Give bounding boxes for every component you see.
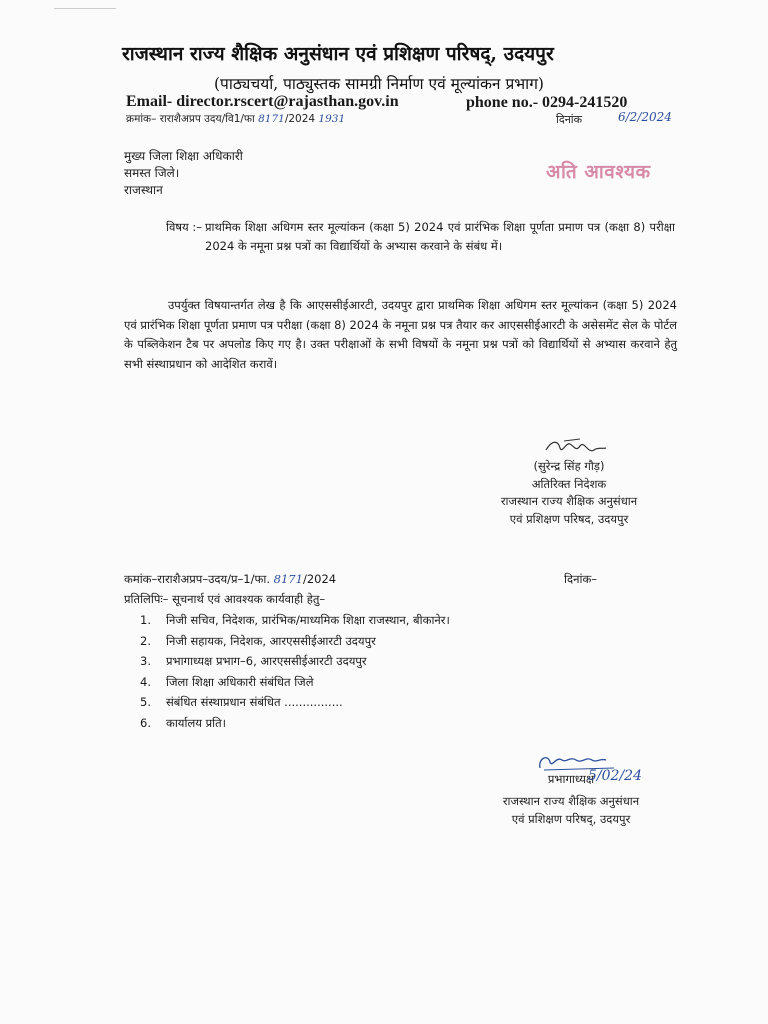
copy-reference-year: /2024 [302, 572, 337, 586]
list-item: 5. संबंधित संस्थाप्रधान संबंधित ................ [140, 695, 343, 709]
subject-label: विषय :– [166, 220, 202, 234]
signatory-org-line-1: राजस्थान राज्य शैक्षिक अनुसंधान [500, 494, 638, 508]
division-head-org-line-2: एवं प्रशिक्षण परिषद्, उदयपुर [511, 812, 631, 826]
letter-body: उपर्युक्त विषयान्तर्गत लेख है कि आएससीईआरटी, उदयपुर द्वारा प्राथमिक शिक्षा अधिगम स्तर मूल्यांकन (कक्षा 5) 2024 एवं प्रारंभिक शिक्षा पूर्णता प्रमाण पत्र परीक्षा (कक्षा 8) 2024 के नमूना प्रश्न पत्र तैयार कर आएससीईआरटी के असेसमेंट सेल के पोर्टल के पब्लिकेशन टैब पर अपलोड किए गए है। उक्त परीक्षाओं के सभी विषयों के नमूना प्रश्न पत्रों को विद्यार्थियों से अभ्यास करवाने हेतु सभी संस्थाप्रधान को आदेशित करावें। [124, 298, 677, 371]
reference-number [126, 112, 345, 126]
copy-intro: प्रतिलिपिः– सूचनार्थ एवं आवश्यक कार्यवाही हेतु– [124, 592, 326, 606]
letterhead-email: Email- director.rscert@rajasthan.gov.in [126, 93, 399, 110]
recipient-line-2: समस्त जिले। [124, 166, 180, 180]
reference-hand-suffix: 1931 [318, 113, 346, 125]
list-item: 2. निजी सहायक, निदेशक, आरएससीईआरटी उदयपुर [140, 633, 376, 648]
list-item: 3. प्रभागाध्यक्ष प्रभाग–6, आरएससीईआरटी उदयपुर [140, 654, 367, 668]
signatory-name: (सुरेन्द्र सिंह गौड़) [533, 459, 605, 473]
list-item: 1. निजी सचिव, निदेशक, प्रारंभिक/माध्यमिक शिक्षा राजस्थान, बीकानेर। [140, 613, 450, 627]
signatory-block [474, 458, 664, 528]
list-item: 4. जिला शिक्षा अधिकारी संबंधित जिले [140, 674, 314, 689]
copy-recipient-list [140, 610, 450, 733]
letterhead-phone: phone no.- 0294-241520 [466, 94, 628, 111]
letterhead-subtitle: (पाठ्यचर्या, पाठ्युस्तक सामग्री निर्माण एवं मूल्यांकन प्रभाग) [214, 75, 544, 93]
signatory-designation: अतिरिक्त निदेशक [531, 476, 607, 491]
signature-icon [540, 432, 610, 460]
copy-reference [124, 572, 336, 587]
signatory-org-line-2: एवं प्रशिक्षण परिषद, उदयपुर [509, 511, 629, 526]
reference-year: /2024 [284, 113, 316, 125]
division-head-org-block [476, 792, 666, 828]
list-item: 6. कार्यालय प्रति। [140, 715, 227, 730]
copy-reference-prefix: कमांक–राराशैअप्रप–उदय/प्र–1/फा. [124, 572, 271, 586]
division-head-org-line-1: राजस्थान राज्य शैक्षिक अनुसंधान [502, 794, 640, 808]
reference-hand-number: 8171 [258, 113, 285, 125]
handwritten-date: 6/2/2024 [618, 110, 672, 124]
recipient-line-3: राजस्थान [124, 183, 163, 197]
scan-mark [54, 8, 116, 9]
subject-text: प्राथमिक शिक्षा अधिगम स्तर मूल्यांकन (कक्षा 5) 2024 एवं प्रारंभिक शिक्षा पूर्णता प्रमाण पत्र (कक्षा 8) परीक्षा 2024 के नमूना प्रश्न पत्रों का विद्यार्थियों के अभ्यास करवाने के संबंध में। [205, 220, 675, 253]
copy-reference-hand-number: 8171 [273, 572, 303, 586]
recipient-line-1: मुख्य जिला शिक्षा अधिकारी [124, 149, 243, 163]
letterhead-title: राजस्थान राज्य शैक्षिक अनुसंधान एवं प्रशिक्षण परिषद्, उदयपुर [122, 43, 554, 65]
division-head-label: प्रभागाध्यक्ष [547, 772, 595, 786]
copy-date-label: दिनांक– [564, 572, 598, 586]
reference-prefix: क्रमांक– राराशैअप्रप उदय/वि1/फा [126, 113, 255, 125]
date-label: दिनांक [556, 113, 583, 126]
division-head-hand-date: 5/02/24 [588, 768, 642, 784]
urgent-stamp: अति आवश्यक [546, 161, 651, 183]
